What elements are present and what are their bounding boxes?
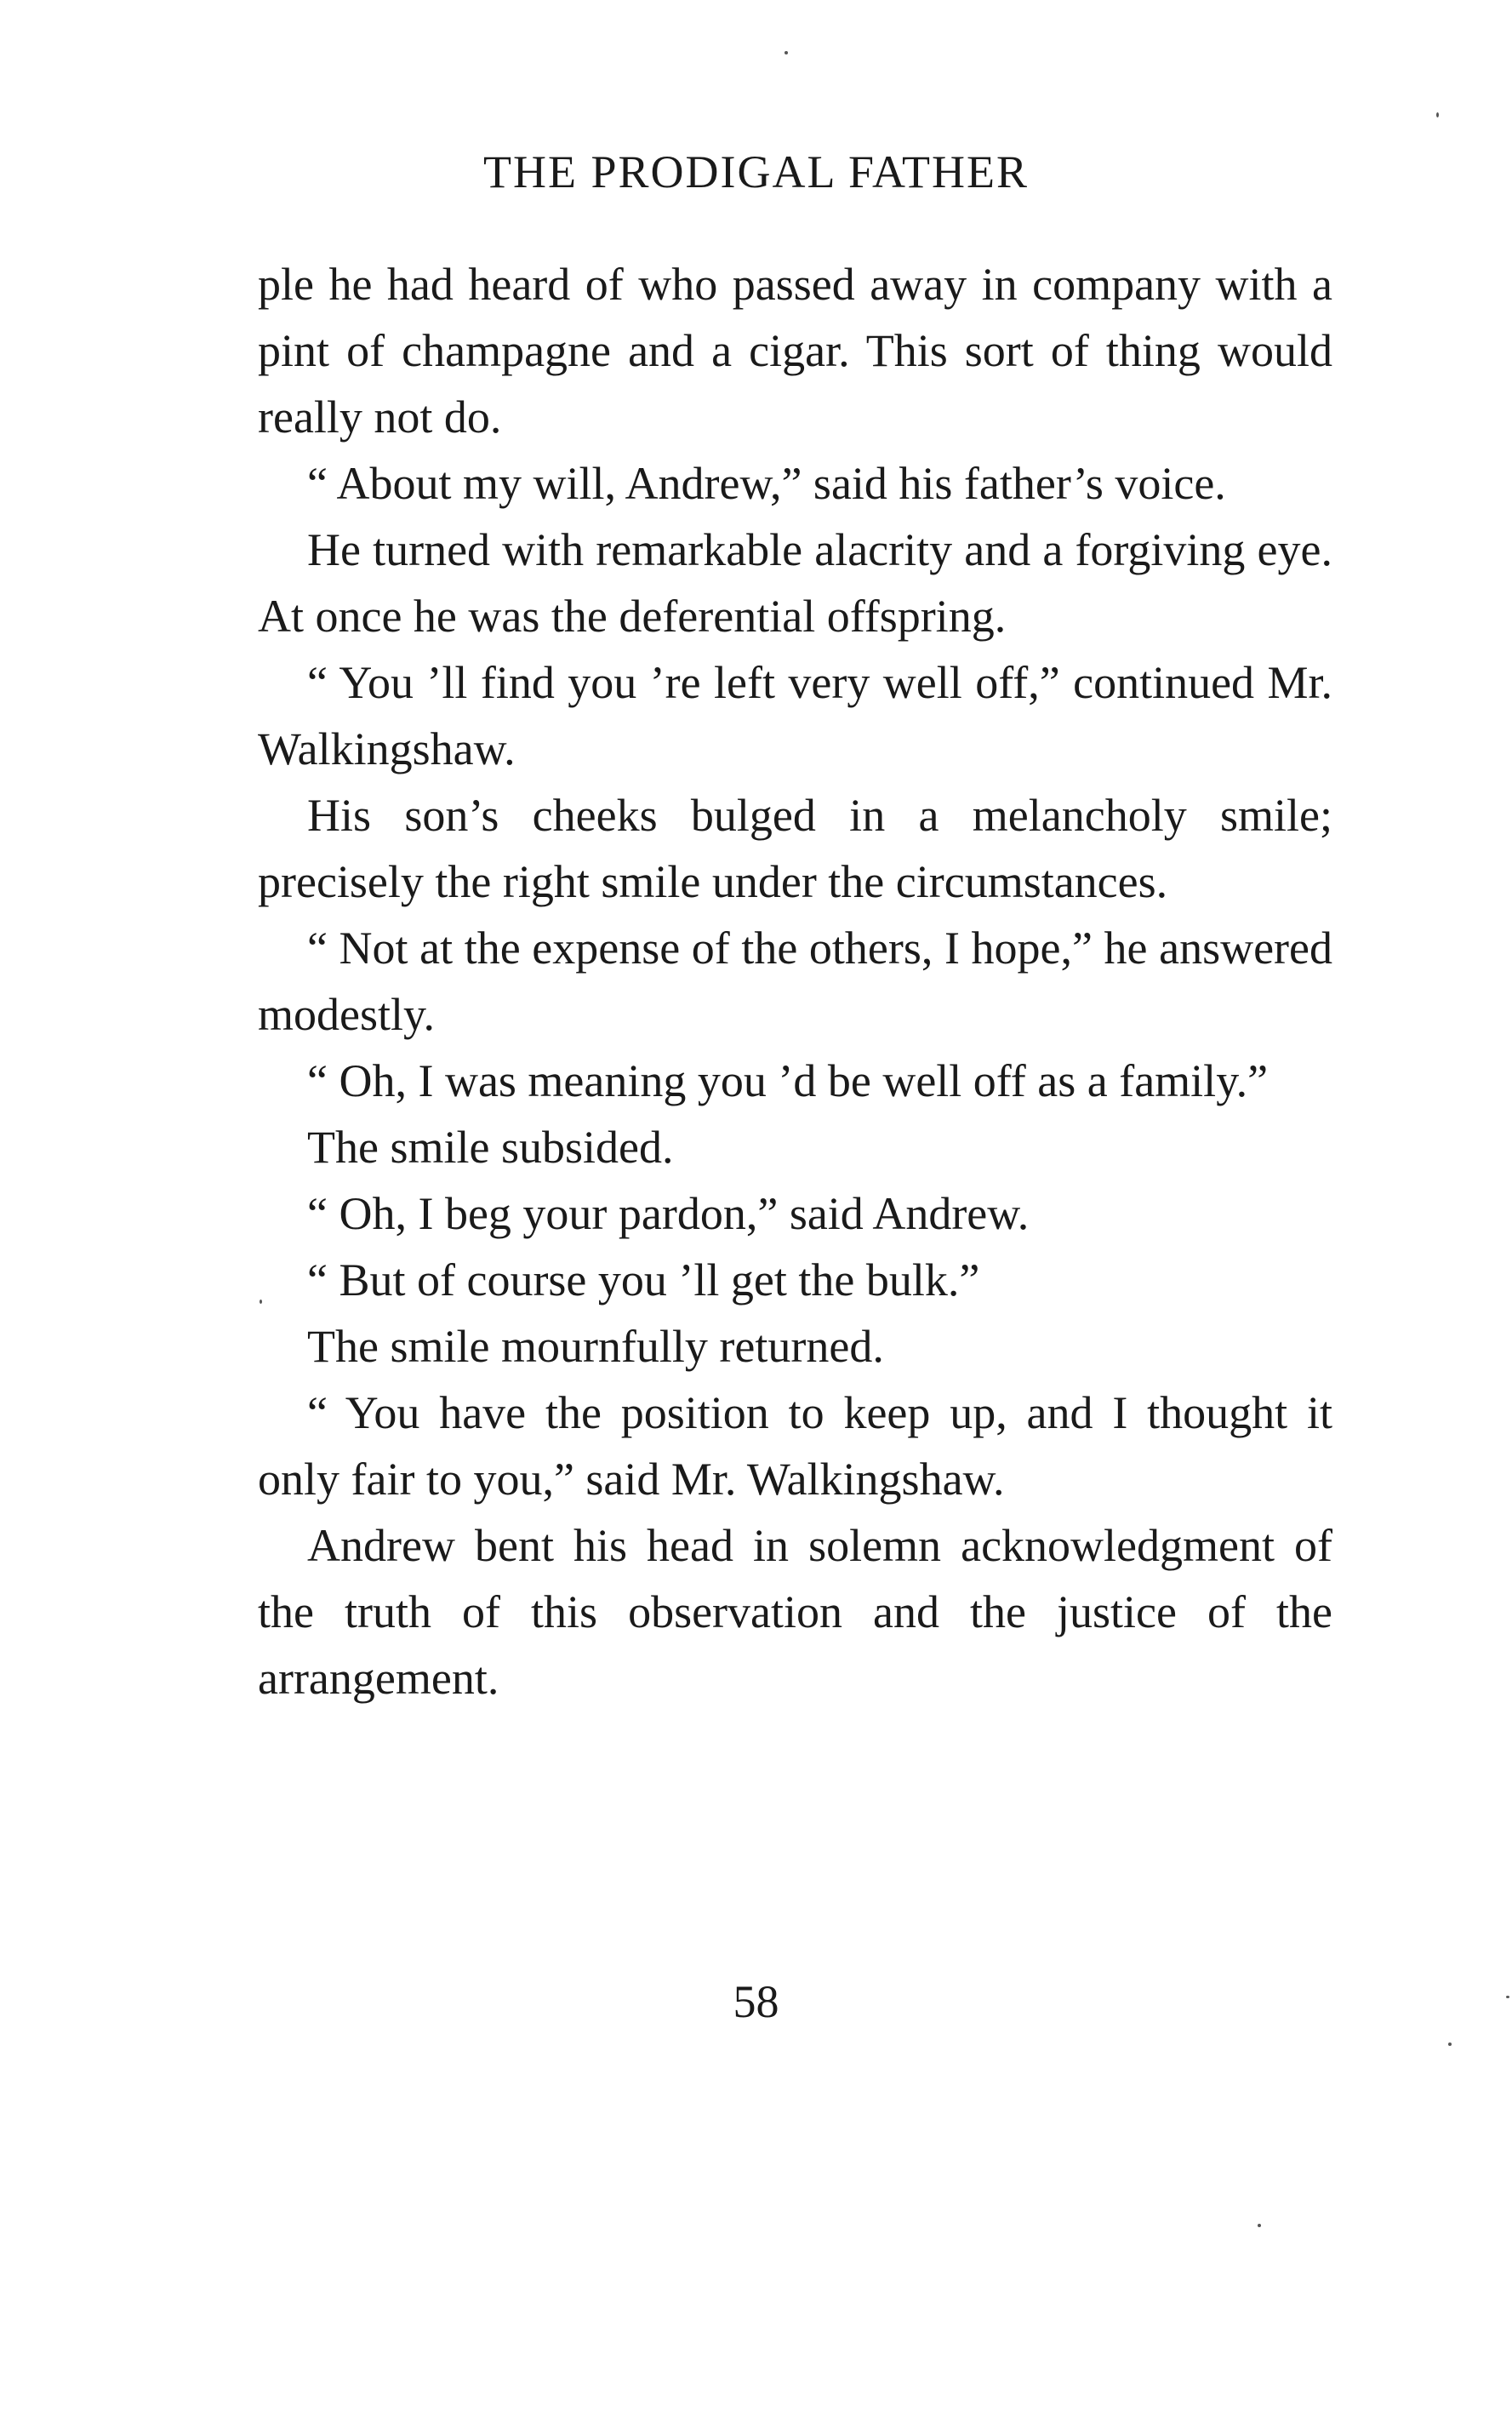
paragraph: He turned with remarkable alacrity and a forgiving eye. At once he was the deferential offspring. <box>258 524 1332 642</box>
paragraph: “ But of course you ’ll get the bulk.” <box>307 1254 980 1305</box>
paragraph: The smile mournfully returned. <box>307 1321 884 1372</box>
paragraph: The smile subsided. <box>307 1122 674 1173</box>
paragraph: Andrew bent his head in solemn acknowledgment of the truth of this observation and the justice of the arrangement. <box>258 1520 1332 1704</box>
paragraph: “ You ’ll find you ’re left very well off,” continued Mr. Walkingshaw. <box>258 657 1332 774</box>
paragraph: “ About my will, Andrew,” said his father’s voice. <box>307 458 1226 509</box>
scan-speck <box>1448 2042 1452 2046</box>
scan-speck <box>785 51 788 54</box>
body-text <box>258 251 1332 1711</box>
running-title: THE PRODIGAL FATHER <box>483 146 1029 197</box>
scan-speck <box>1258 2224 1261 2227</box>
paragraph: “ Oh, I was meaning you ’d be well off as a family.” <box>307 1055 1269 1106</box>
paragraph: “ Not at the expense of the others, I hope,” he answered modestly. <box>258 923 1332 1040</box>
scan-speck <box>1436 112 1439 117</box>
scan-speck <box>1506 1996 1509 1998</box>
paragraph: “ Oh, I beg your pardon,” said Andrew. <box>307 1188 1030 1239</box>
paragraph: “ You have the position to keep up, and I thought it only fair to you,” said Mr. Walkingshaw. <box>258 1387 1332 1505</box>
paragraph: His son’s cheeks bulged in a melancholy smile; precisely the right smile under the circumstances. <box>258 790 1332 907</box>
scan-speck <box>260 1300 262 1304</box>
page-number: 58 <box>733 1976 779 2027</box>
paragraph: ple he had heard of who passed away in company with a pint of champagne and a cigar. This sort of thing would really not do. <box>258 259 1332 443</box>
